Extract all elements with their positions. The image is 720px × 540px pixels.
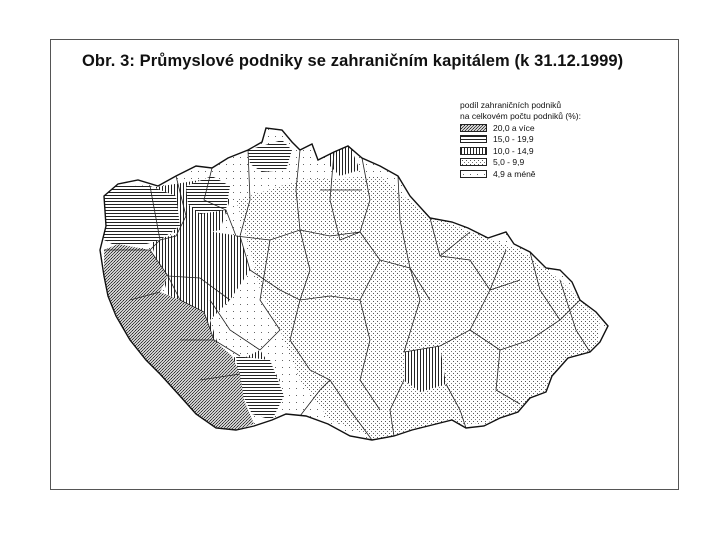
legend-title-line2: na celkovém počtu podniků (%): [460,111,581,121]
legend-item [460,145,660,157]
legend-swatch-dots-sparse [460,170,487,178]
legend-swatch-dots-medium [460,158,487,166]
legend-label: 5,0 - 9,9 [493,157,525,168]
legend-item [460,122,660,134]
map-legend [460,100,660,180]
legend-label: 10,0 - 14,9 [493,145,534,156]
legend-title-line1: podíl zahraničních podniků [460,100,562,110]
legend-item [460,168,660,180]
legend-label: 15,0 - 19,9 [493,134,534,145]
legend-item [460,134,660,146]
legend-swatch-cross-dense [460,124,487,132]
legend-swatch-vertical-hatch [460,147,487,155]
legend-swatch-horizontal-hatch [460,135,487,143]
legend-label: 4,9 a méně [493,168,536,179]
legend-item [460,157,660,169]
figure-title: Obr. 3: Průmyslové podniky se zahraničním kapitálem (k 31.12.1999) [82,52,624,70]
legend-label: 20,0 a více [493,122,535,133]
